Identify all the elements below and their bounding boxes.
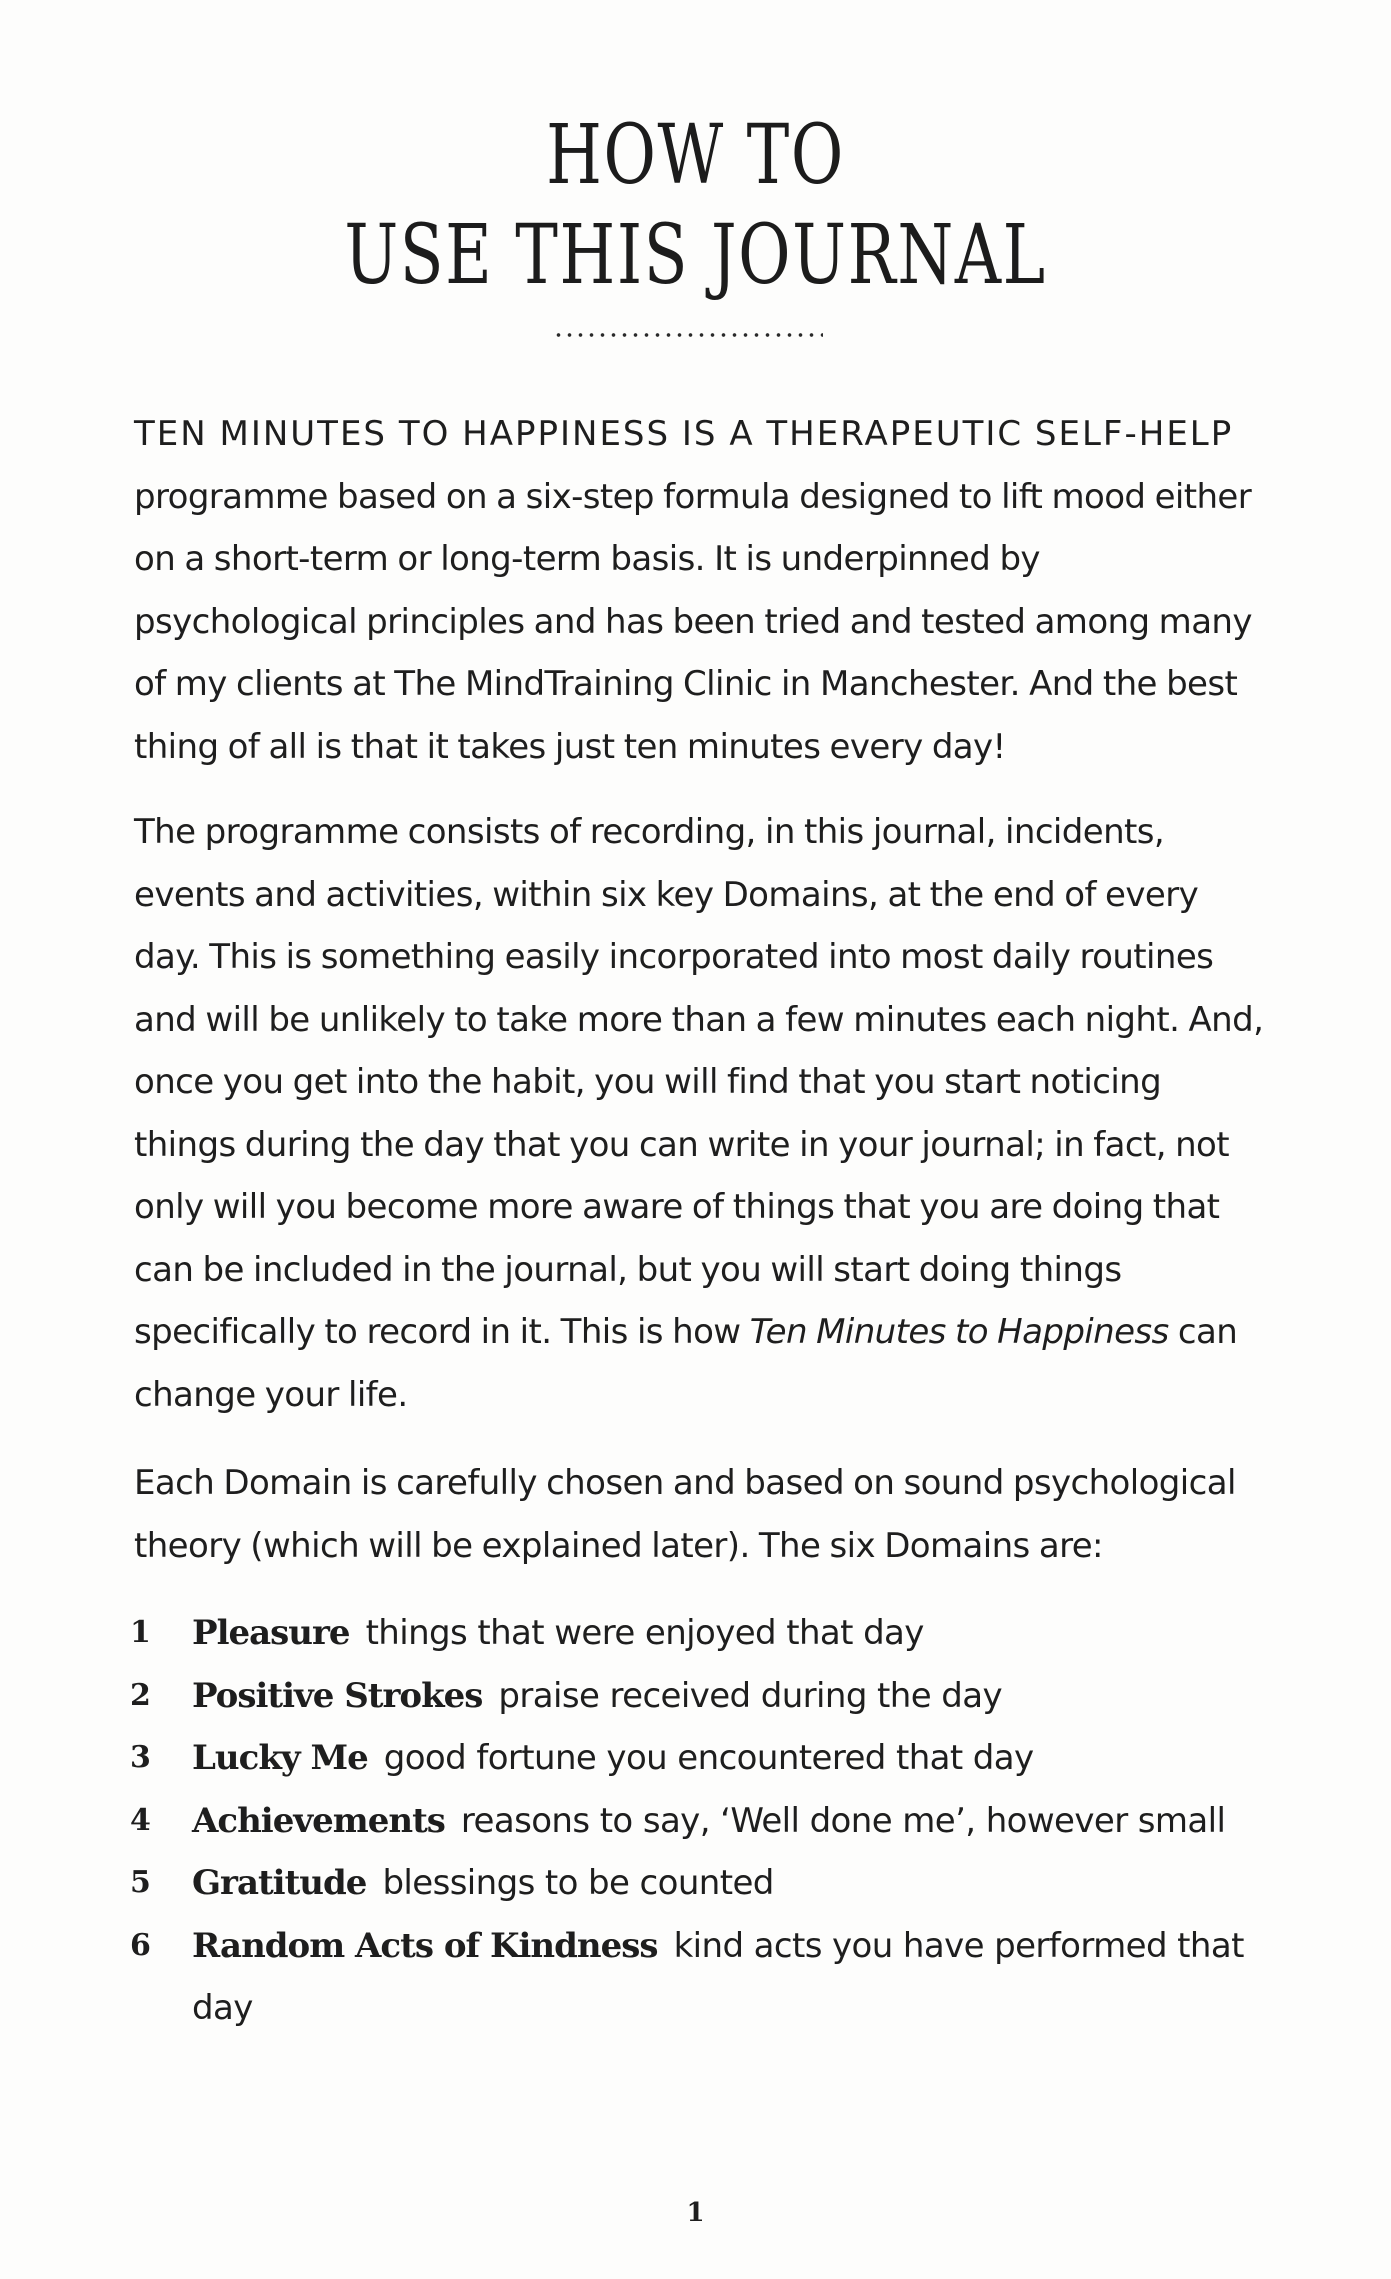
domain-name: Gratitude [192, 1863, 367, 1903]
domain-name: Lucky Me [192, 1738, 368, 1778]
domain-description: kind acts you have performed that day [192, 1925, 1244, 2028]
domain-number: 4 [130, 1802, 151, 1838]
programme-paragraph-end: can change your life. [134, 1312, 1238, 1415]
domain-name: Pleasure [192, 1613, 350, 1653]
page-title-line-2: USE THIS JOURNAL [344, 208, 1047, 303]
domain-name: Random Acts of Kindness [192, 1925, 658, 1966]
domain-item-gratitude [120, 1852, 1270, 1915]
page-title-line-1: HOW TO [546, 108, 845, 203]
domains-intro-paragraph: Each Domain is carefully chosen and based on sound psychological theory (which will be explained later). The six Domains are: [134, 1463, 1236, 1566]
domains-list [120, 1602, 1270, 2040]
domain-number: 2 [130, 1677, 151, 1713]
intro-paragraph [134, 403, 1264, 778]
programme-paragraph [134, 801, 1264, 1426]
dotted-divider [553, 332, 823, 338]
domain-description: praise received during the day [498, 1675, 1002, 1716]
domain-number: 6 [130, 1927, 151, 1963]
domain-number: 1 [130, 1615, 151, 1650]
domain-name: Achievements [192, 1800, 445, 1841]
page-number: 1 [686, 2198, 705, 2228]
domain-name: Positive Strokes [192, 1675, 483, 1716]
domain-item-lucky-me [120, 1727, 1270, 1790]
intro-paragraph-text: programme based on a six-step formula designed to lift mood either on a short-term or long-term basis. It is underpinned by psychological principles and has been tried and tested among many of my clients at The MindTraining Clinic in Manchester. And the best thing of all is that it takes just ten minutes every day! [134, 476, 1252, 767]
book-title-italic: Ten Minutes to Happiness [749, 1312, 1169, 1352]
domain-description: good fortune you encountered that day [383, 1738, 1034, 1778]
domain-description: blessings to be counted [382, 1863, 774, 1903]
domain-item-positive-strokes [120, 1665, 1270, 1728]
domain-number: 3 [130, 1740, 151, 1775]
domain-number: 5 [130, 1865, 151, 1900]
programme-paragraph-text: The programme consists of recording, in this journal, incidents, events and activities, within six key Domains, at the end of every day. This is something easily incorporated into most daily routines and will be unlikely to take more than a few minutes each night. And, once you get into the habit, you will find that you start noticing things during the day that you can write in your journal; in fact, not only will you become more aware of things that you are doing that can be included in the journal, but you will start doing things specifically to record in it. This is how [134, 812, 1264, 1352]
domain-item-pleasure [120, 1602, 1270, 1665]
domain-description: things that were enjoyed that day [365, 1613, 924, 1653]
domain-item-achievements [120, 1790, 1270, 1853]
intro-lead-caps: TEN MINUTES TO HAPPINESS IS A THERAPEUTIC SELF-HELP [134, 414, 1234, 454]
domain-description: reasons to say, ‘Well done me’, however small [460, 1800, 1226, 1841]
domain-item-random-acts-of-kindness [120, 1915, 1270, 2040]
